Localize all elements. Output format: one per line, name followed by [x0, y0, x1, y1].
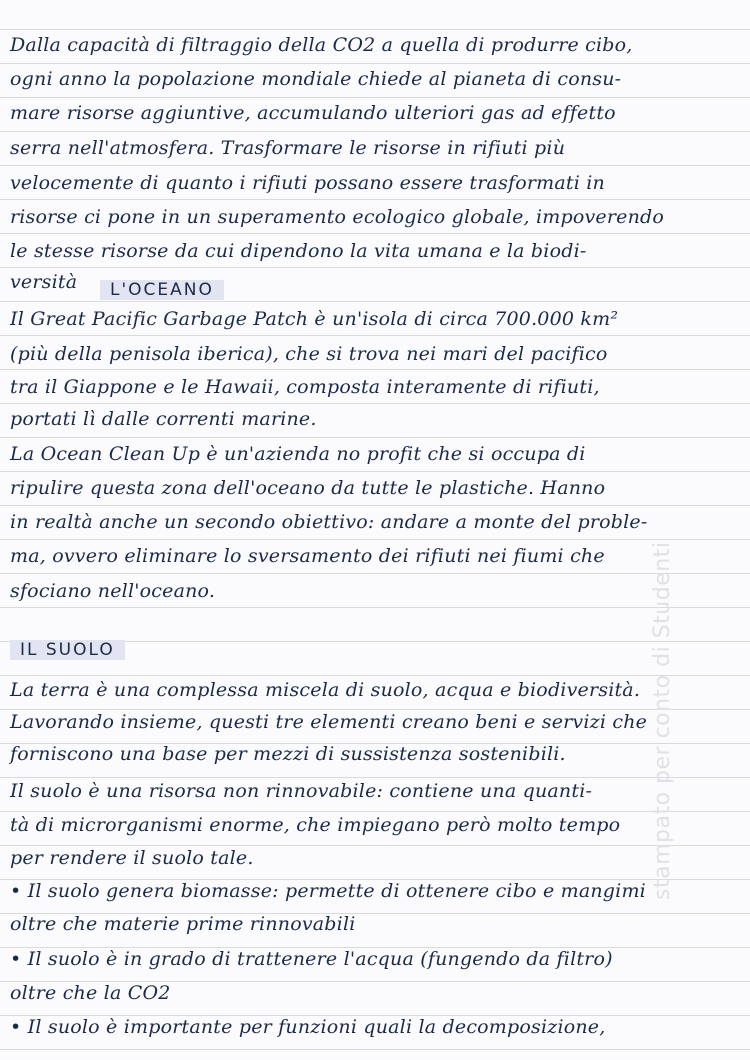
text-line: forniscono una base per mezzi di sussistenza sostenibili.: [10, 743, 566, 765]
text-line: (più della penisola iberica), che si trova nei mari del pacifico: [10, 343, 608, 365]
text-line: ogni anno la popolazione mondiale chiede al pianeta di consu-: [10, 68, 622, 90]
text-line: sfociano nell'oceano.: [10, 580, 216, 602]
text-line: mare risorse aggiuntive, accumulando ulteriori gas ad effetto: [10, 102, 616, 124]
text-line: le stesse risorse da cui dipendono la vita umana e la biodi-: [10, 240, 587, 262]
text-line: Il Great Pacific Garbage Patch è un'isola di circa 700.000 km²: [10, 308, 619, 330]
text-line: ma, ovvero eliminare lo sversamento dei rifiuti nei fiumi che: [10, 545, 605, 567]
text-line: in realtà anche un secondo obiettivo: andare a monte del proble-: [10, 511, 648, 533]
text-line: Lavorando insieme, questi tre elementi creano beni e servizi che: [10, 711, 648, 733]
text-line: oltre che materie prime rinnovabili: [10, 913, 356, 935]
text-line: Il suolo è una risorsa non rinnovabile: contiene una quanti-: [10, 780, 593, 802]
text-line: La terra è una complessa miscela di suolo, acqua e biodiversità.: [10, 679, 641, 701]
text-line: velocemente di quanto i rifiuti possano essere trasformati in: [10, 172, 605, 194]
text-line: Dalla capacità di filtraggio della CO2 a quella di produrre cibo,: [10, 34, 633, 56]
text-line: risorse ci pone in un superamento ecologico globale, impoverendo: [10, 206, 665, 228]
watermark: stampato per conto di Studenti: [650, 541, 675, 900]
text-line: per rendere il suolo tale.: [10, 847, 254, 869]
text-line: • Il suolo è in grado di trattenere l'acqua (fungendo da filtro): [10, 948, 613, 970]
text-line: • Il suolo genera biomasse: permette di ottenere cibo e mangimi: [10, 880, 646, 902]
text-line: portati lì dalle correnti marine.: [10, 408, 317, 430]
text-line: • Il suolo è importante per funzioni quali la decomposizione,: [10, 1016, 606, 1038]
text-line: oltre che la CO2: [10, 982, 171, 1004]
text-line: tra il Giappone e le Hawaii, composta interamente di rifiuti,: [10, 376, 600, 398]
text-line: versità: [10, 271, 78, 293]
text-line: serra nell'atmosfera. Trasformare le risorse in rifiuti più: [10, 137, 566, 159]
section-heading-ocean: L'OCEANO: [100, 280, 224, 300]
text-line: tà di microrganismi enorme, che impiegano però molto tempo: [10, 814, 621, 836]
section-heading-soil: IL SUOLO: [10, 640, 125, 660]
text-line: La Ocean Clean Up è un'azienda no profit che si occupa di: [10, 443, 586, 465]
text-line: ripulire questa zona dell'oceano da tutte le plastiche. Hanno: [10, 477, 606, 499]
